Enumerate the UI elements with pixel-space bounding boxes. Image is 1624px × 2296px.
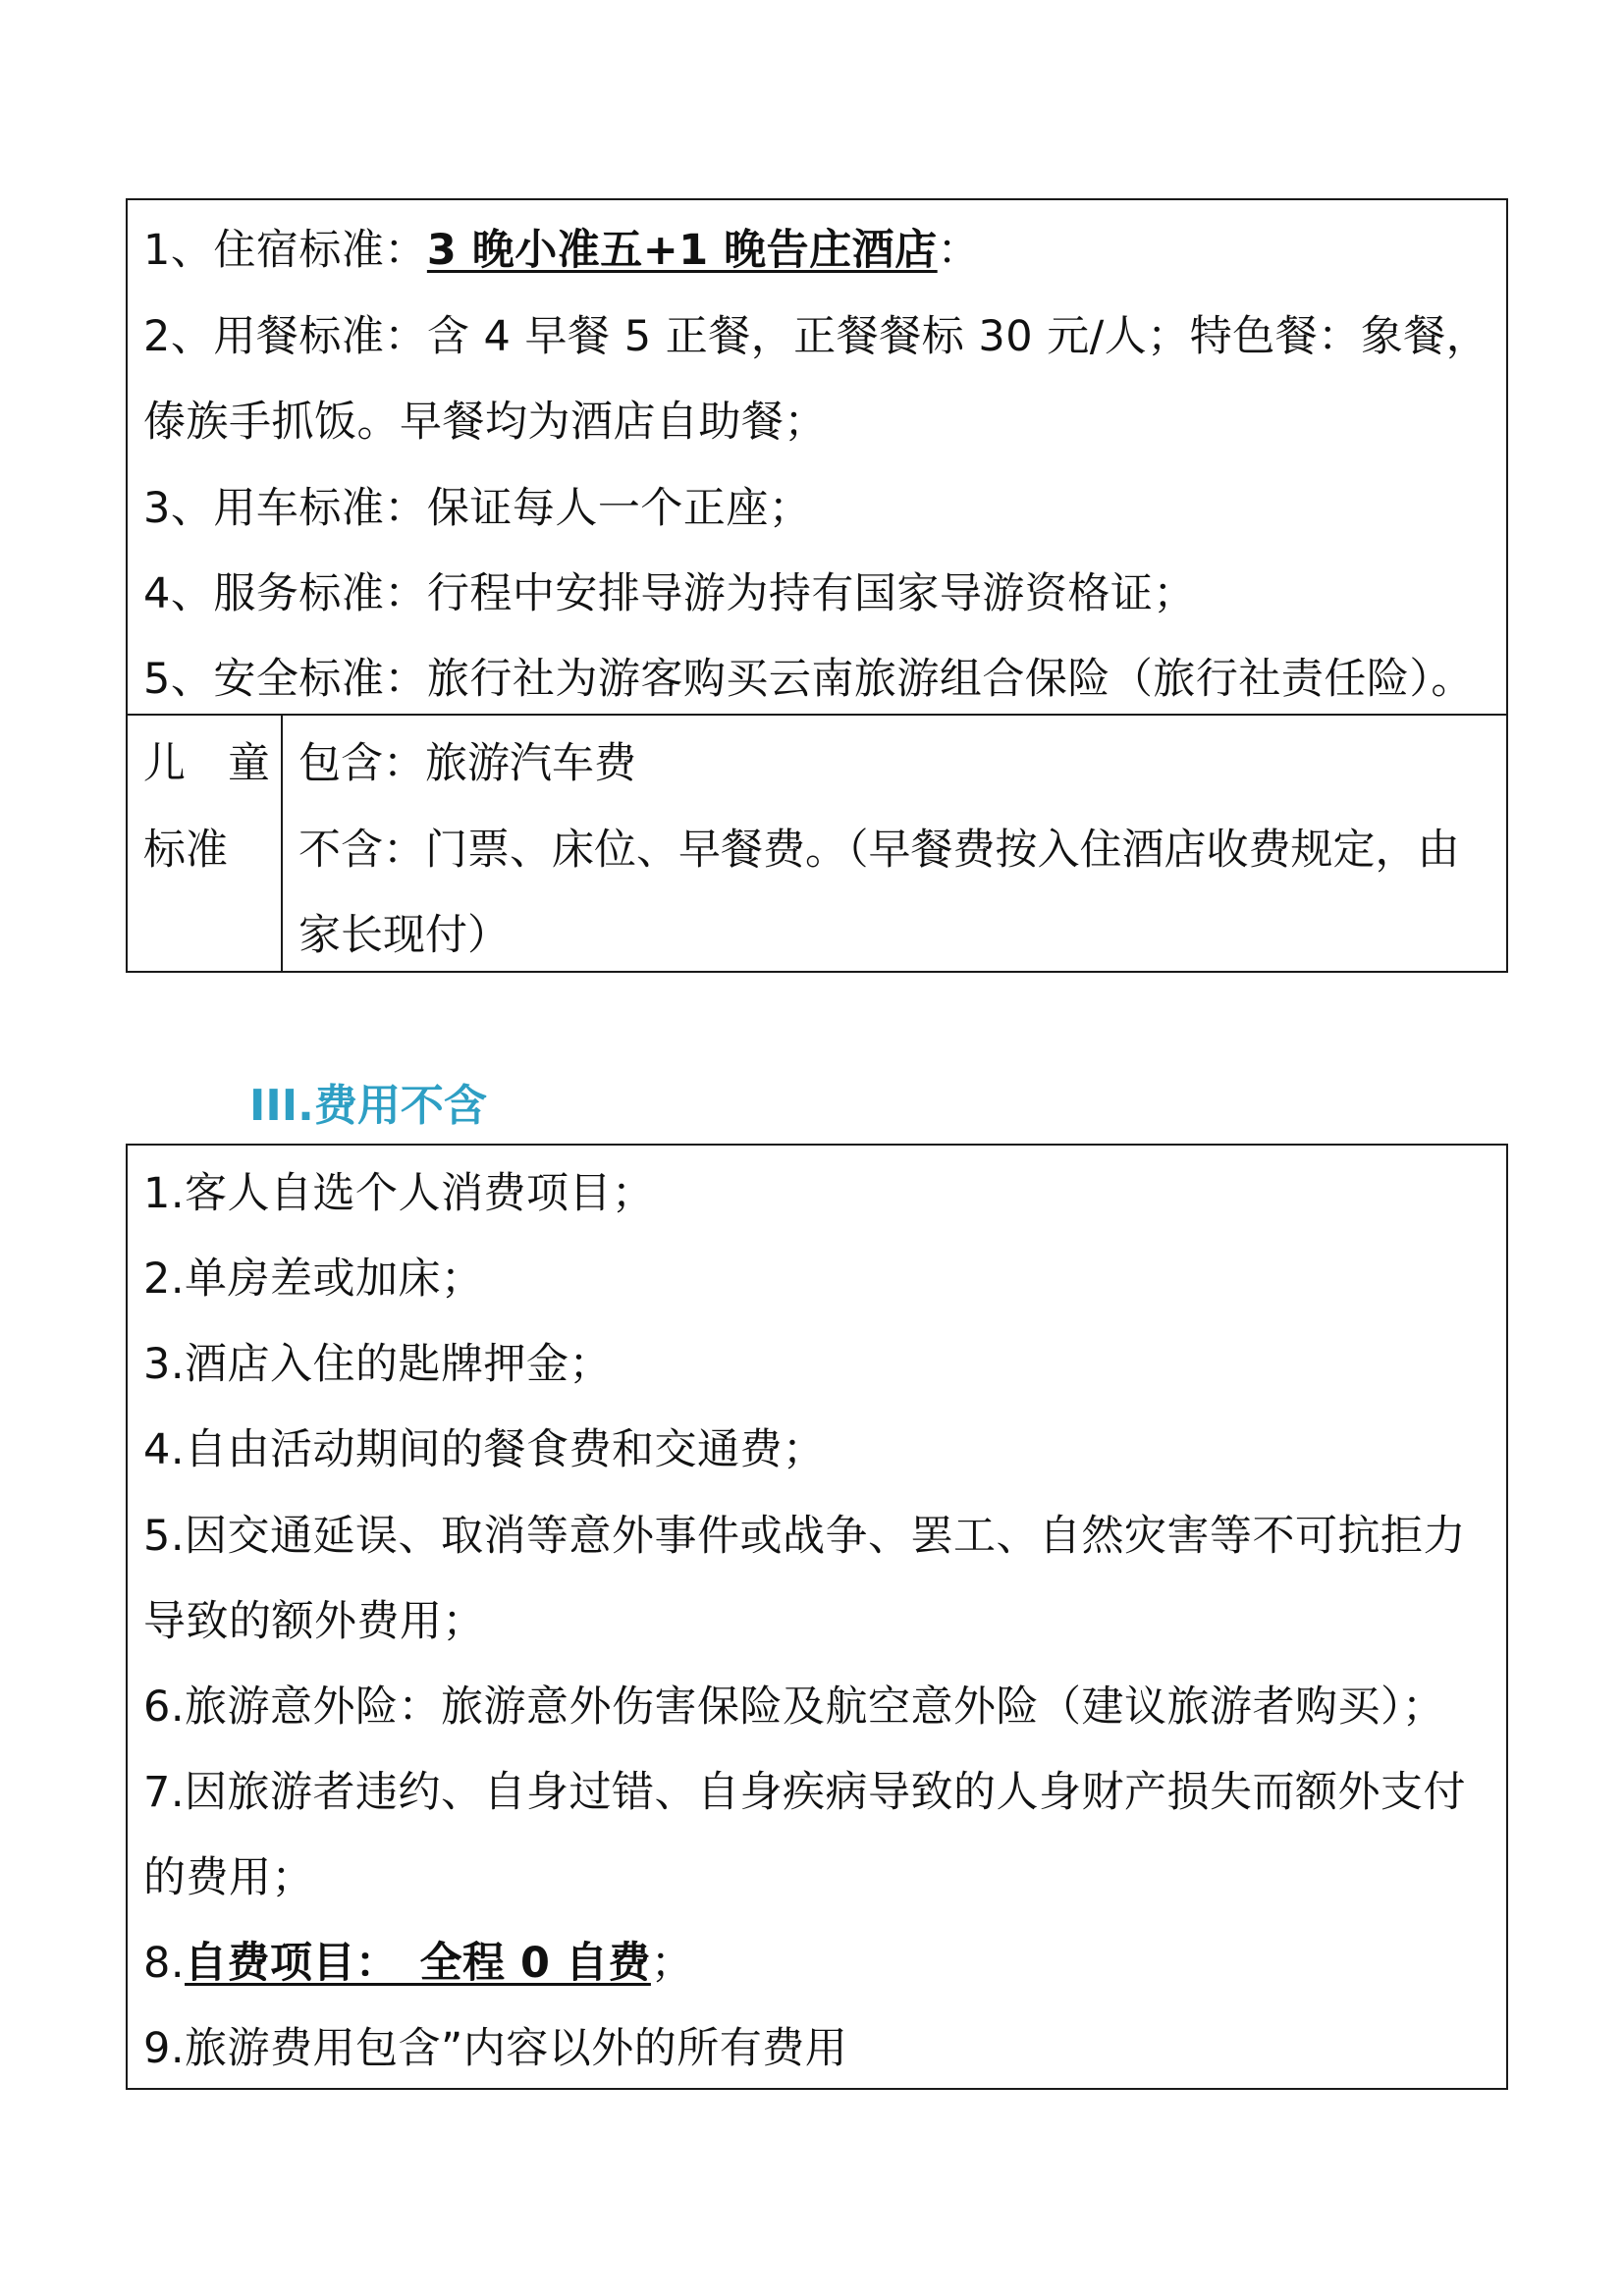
child-included: 包含：旅游汽车费 bbox=[298, 739, 636, 788]
accommodation-standard: 1、住宿标准：3 晚小准五+1 晚告庄酒店： bbox=[143, 226, 981, 275]
meal-standard-line1: 2、用餐标准：含 4 早餐 5 正餐，正餐餐标 30 元/人；特色餐：象餐， bbox=[143, 312, 1489, 361]
child-standard-label-line2: 标准 bbox=[143, 826, 228, 875]
exclusion-item-5-line2: 导致的额外费用； bbox=[143, 1597, 485, 1646]
accommodation-highlight: 3 晚小准五+1 晚告庄酒店 bbox=[426, 226, 938, 275]
exclusion-item-6: 6.旅游意外险：旅游意外伤害保险及航空意外险（建议旅游者购买）； bbox=[143, 1682, 1445, 1732]
standards-table bbox=[126, 198, 1508, 973]
child-excluded-line2: 家长现付） bbox=[298, 911, 510, 960]
child-standard-label-line1: 儿 童 bbox=[143, 739, 270, 788]
exclusion-item-5-line1: 5.因交通延误、取消等意外事件或战争、罢工、自然灾害等不可抗拒力 bbox=[143, 1512, 1467, 1561]
meal-standard-line2: 傣族手抓饭。早餐均为酒店自助餐； bbox=[143, 398, 827, 447]
exclusion-item-4: 4.自由活动期间的餐食费和交通费； bbox=[143, 1425, 826, 1474]
child-excluded-line1: 不含：门票、床位、早餐费。（早餐费按入住酒店收费规定，由 bbox=[298, 826, 1460, 875]
exclusion-item-1: 1.客人自选个人消费项目； bbox=[143, 1169, 655, 1218]
service-standard: 4、服务标准：行程中安排导游为持有国家导游资格证； bbox=[143, 569, 1196, 618]
exclusion-item-9: 9.旅游费用包含”内容以外的所有费用 bbox=[143, 2024, 848, 2073]
exclusion-item-3: 3.酒店入住的匙牌押金； bbox=[143, 1340, 613, 1389]
exclusion-item-7-line2: 的费用； bbox=[143, 1853, 314, 1902]
exclusion-item-8: 8.自费项目： 全程 0 自费； bbox=[143, 1939, 694, 1988]
exclusion-item-7-line1: 7.因旅游者违约、自身过错、自身疾病导致的人身财产损失而额外支付 bbox=[143, 1768, 1467, 1817]
column-divider bbox=[281, 714, 283, 971]
vehicle-standard: 3、用车标准：保证每人一个正座； bbox=[143, 484, 812, 533]
self-pay-highlight: 自费项目： 全程 0 自费 bbox=[185, 1939, 651, 1988]
section-title-exclusions: III.费用不含 bbox=[249, 1081, 487, 1131]
safety-standard: 5、安全标准：旅行社为游客购买云南旅游组合保险（旅行社责任险）。 bbox=[143, 655, 1474, 704]
exclusions-table bbox=[126, 1144, 1508, 2090]
row-divider bbox=[128, 714, 1506, 716]
exclusion-item-2: 2.单房差或加床； bbox=[143, 1255, 484, 1304]
